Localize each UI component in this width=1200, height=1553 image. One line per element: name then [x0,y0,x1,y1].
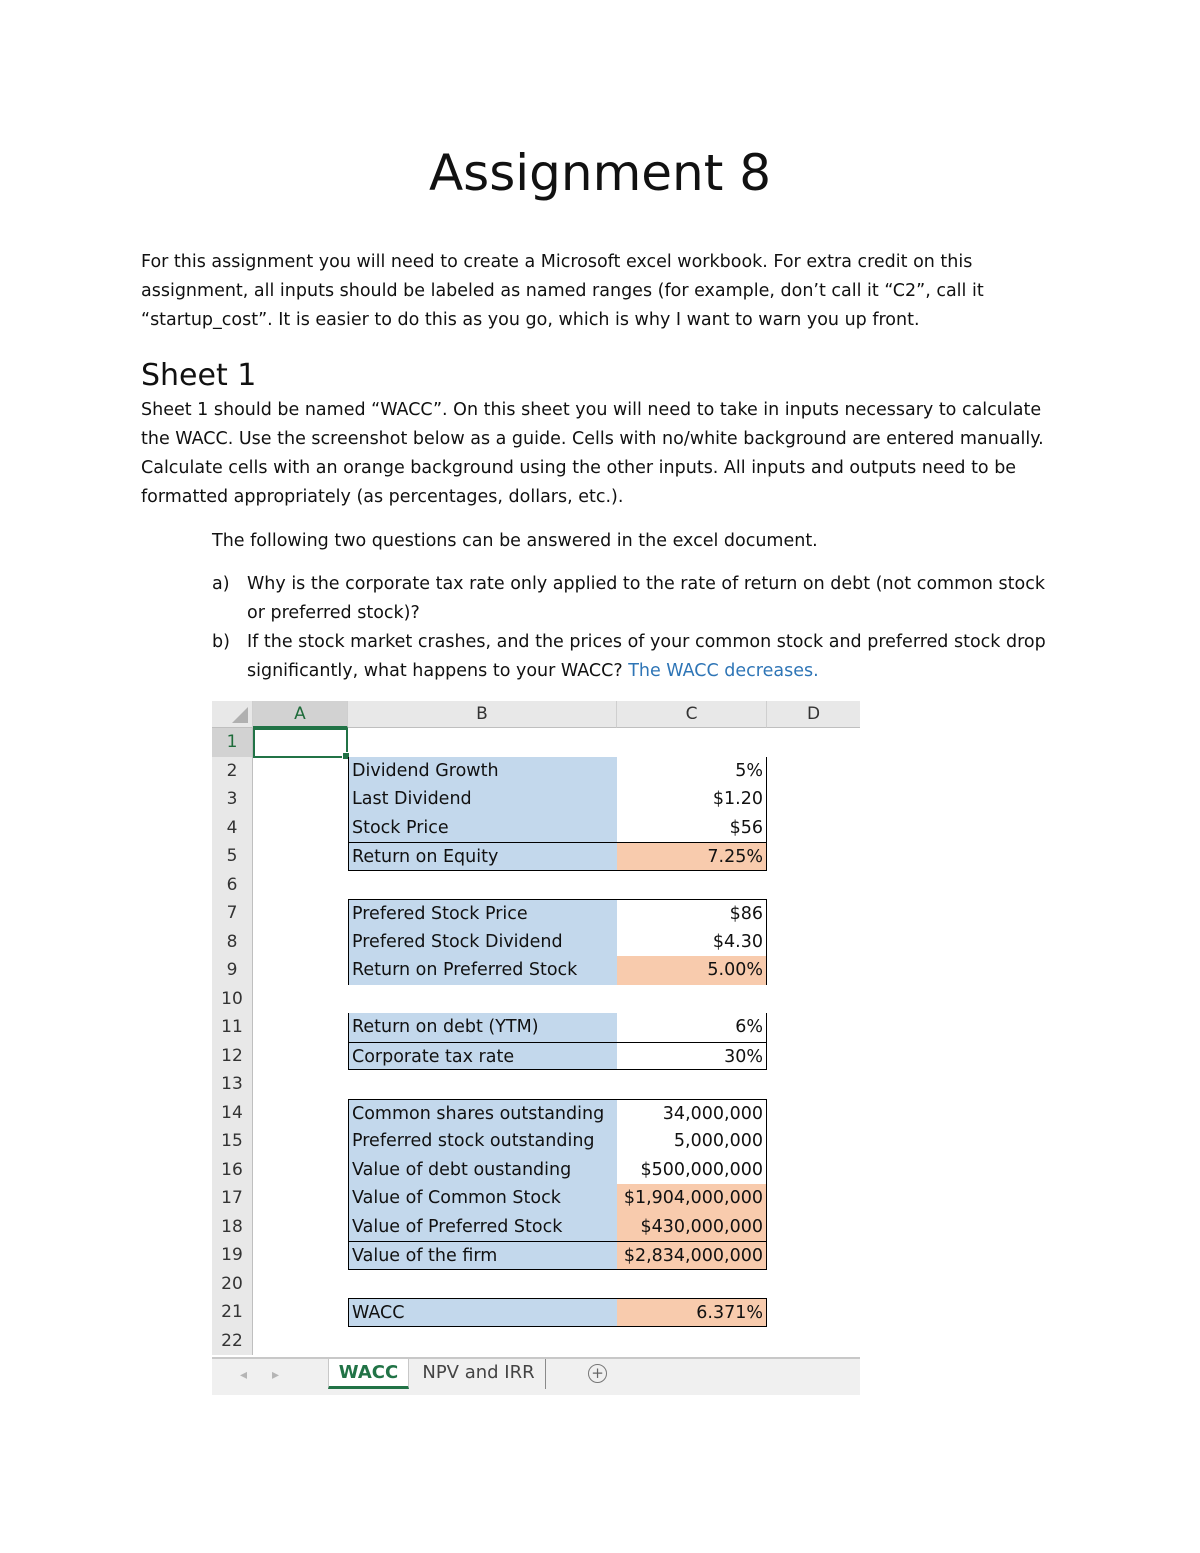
row-header[interactable]: 2 [212,757,253,786]
cell-value-return-on-equity[interactable]: 7.25% [617,842,767,871]
row-header[interactable]: 7 [212,899,253,928]
cell-label-common-shares-outstanding[interactable]: Common shares outstanding [348,1099,617,1128]
cell-value-prefered-stock-dividend[interactable]: $4.30 [617,928,767,957]
cell-label-prefered-stock-dividend[interactable]: Prefered Stock Dividend [348,928,617,957]
row-header[interactable]: 18 [212,1213,253,1242]
section-paragraph: Sheet 1 should be named “WACC”. On this sheet you will need to take in inputs necessary to calculate the WACC. Use the screenshot below as a guide. Cells with no/white background are entered manually. Calculate cells with an orange background using the other inputs. All inputs and outputs need to be formatted appropriately (as percentages, dollars, etc.). [141,400,1044,507]
question-text: If the stock market crashes, and the prices of your common stock and preferred stock drop significantly, what happens to your WACC? [247,632,1046,681]
cell-label-value-of-debt[interactable]: Value of debt oustanding [348,1156,617,1185]
question-item [212,570,1052,628]
column-header-a[interactable]: A [253,701,348,728]
row-header[interactable]: 16 [212,1156,253,1185]
row-header[interactable]: 21 [212,1298,253,1327]
selected-cell-a1[interactable] [253,728,348,758]
cell-label-return-on-equity[interactable]: Return on Equity [348,842,617,871]
cell-label-preferred-stock-outstanding[interactable]: Preferred stock outstanding [348,1127,617,1156]
row-header[interactable]: 4 [212,814,253,843]
row-header[interactable]: 1 [212,728,253,757]
cell-value-value-of-debt[interactable]: $500,000,000 [617,1156,767,1185]
questions-intro: The following two questions can be answered in the excel document. [212,531,818,551]
cell-value-value-of-the-firm[interactable]: $2,834,000,000 [617,1241,767,1270]
cell-value-value-of-preferred-stock[interactable]: $430,000,000 [617,1213,767,1242]
row-header[interactable]: 20 [212,1270,253,1299]
cell-label-wacc[interactable]: WACC [348,1298,617,1327]
row-header[interactable]: 6 [212,871,253,900]
row-header[interactable]: 22 [212,1327,253,1356]
row-header[interactable]: 19 [212,1241,253,1270]
cell-label-value-of-the-firm[interactable]: Value of the firm [348,1241,617,1270]
cell-label-return-on-debt[interactable]: Return on debt (YTM) [348,1013,617,1042]
cell-label-last-dividend[interactable]: Last Dividend [348,785,617,814]
cell-label-dividend-growth[interactable]: Dividend Growth [348,757,617,786]
cell-label-prefered-stock-price[interactable]: Prefered Stock Price [348,899,617,928]
cell-label-corporate-tax-rate[interactable]: Corporate tax rate [348,1042,617,1071]
row-header[interactable]: 15 [212,1127,253,1156]
row-header[interactable]: 14 [212,1099,253,1128]
cell-value-last-dividend[interactable]: $1.20 [617,785,767,814]
cell-value-corporate-tax-rate[interactable]: 30% [617,1042,767,1071]
row-header[interactable]: 17 [212,1184,253,1213]
cell-value-return-on-preferred-stock[interactable]: 5.00% [617,956,767,985]
row-header[interactable]: 12 [212,1042,253,1071]
row-header[interactable]: 8 [212,928,253,957]
question-list [212,570,1052,686]
cell-value-preferred-stock-outstanding[interactable]: 5,000,000 [617,1127,767,1156]
tab-scroll-right-icon[interactable]: ▸ [272,1367,280,1383]
cell-value-prefered-stock-price[interactable]: $86 [617,899,767,928]
cell-value-stock-price[interactable]: $56 [617,814,767,843]
section-heading: Sheet 1 [141,358,257,393]
column-header-d[interactable]: D [767,701,860,728]
question-text: Why is the corporate tax rate only applied to the rate of return on debt (not common stock or preferred stock)? [247,574,1045,623]
row-header[interactable]: 13 [212,1070,253,1099]
cell-value-common-shares-outstanding[interactable]: 34,000,000 [617,1099,767,1128]
cell-value-wacc[interactable]: 6.371% [617,1298,767,1327]
column-header-c[interactable]: C [617,701,767,728]
question-label: a) [212,574,230,594]
row-header[interactable]: 9 [212,956,253,985]
add-sheet-icon[interactable]: + [588,1364,607,1383]
column-header-b[interactable]: B [348,701,617,728]
sheet-tab-bar [212,1357,860,1395]
row-header[interactable]: 5 [212,842,253,871]
row-header[interactable]: 3 [212,785,253,814]
tab-wacc[interactable]: WACC [328,1359,409,1389]
row-header[interactable]: 10 [212,985,253,1014]
select-all-corner[interactable] [212,701,253,728]
cell-label-value-of-preferred-stock[interactable]: Value of Preferred Stock [348,1213,617,1242]
tab-scroll-left-icon[interactable]: ◂ [240,1367,248,1383]
cell-label-stock-price[interactable]: Stock Price [348,814,617,843]
spreadsheet-screenshot [212,701,860,1395]
row-header[interactable]: 11 [212,1013,253,1042]
question-answer: The WACC decreases. [628,661,819,681]
question-label: b) [212,632,230,652]
cell-value-value-of-common-stock[interactable]: $1,904,000,000 [617,1184,767,1213]
cell-label-return-on-preferred-stock[interactable]: Return on Preferred Stock [348,956,617,985]
cell-value-dividend-growth[interactable]: 5% [617,757,767,786]
question-item [212,628,1052,686]
cell-label-value-of-common-stock[interactable]: Value of Common Stock [348,1184,617,1213]
tab-npv-and-irr[interactable]: NPV and IRR [412,1359,546,1389]
cell-value-return-on-debt[interactable]: 6% [617,1013,767,1042]
document-title: Assignment 8 [428,144,772,202]
intro-paragraph: For this assignment you will need to create a Microsoft excel workbook. For extra credit on this assignment, all inputs should be labeled as named ranges (for example, don’t call it “C2”, call it “startup_cost”. It is easier to do this as you go, which is why I want to warn you up front. [141,252,984,330]
